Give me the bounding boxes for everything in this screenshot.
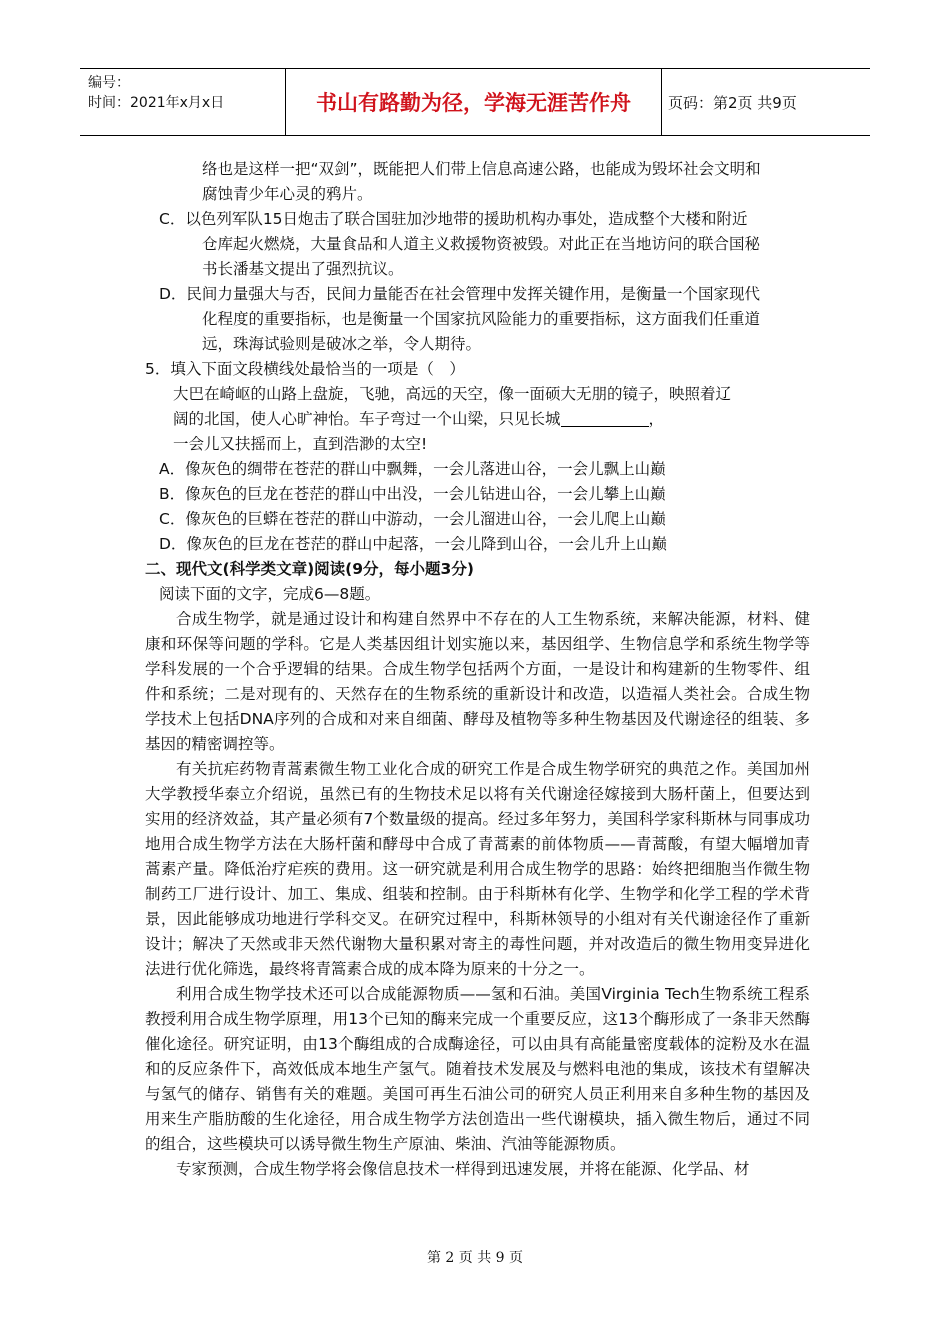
q4-option-d: D．民间力量强大与否，民间力量能否在社会管理中发挥关键作用，是衡量一个国家现代 [159, 285, 760, 303]
q4-option-c-line: 仓库起火燃烧，大量食品和人道主义救援物资被毁。对此正在当地访问的联合国秘 [202, 235, 761, 253]
q5-option-d: D．像灰色的巨龙在苍茫的群山中起落，一会儿降到山谷，一会儿升上山巅 [159, 535, 667, 553]
q5-passage-text: 阔的北国，使人心旷神怡。车子弯过一个山梁，只见长城 [173, 410, 561, 428]
doc-time-label: 时间：2021年x月x日 [88, 95, 225, 111]
passage-paragraph: 合成生物学，就是通过设计和构建自然界中不存在的人工生物系统，来解决能源，材料、健康和环保等问题的学科。它是人类基因组计划实施以来，基因组学、生物信息学和系统生物学等学科发展的一个合乎逻辑的结果。合成生物学包括两个方面，一是设计和构建新的生物零件、组件和系统；二是对现有的、天然存在的生物系统的重新设计和改造，以造福人类社会。合成生物学技术上包括DNA序列的合成和对来自细菌、酵母及植物等多种生物基因及代谢途径的组装、多基因的精密调控等。 [145, 610, 810, 753]
q5-passage-line [145, 407, 810, 432]
q5-passage-line: 大巴在崎岖的山路上盘旋，飞驰，高远的天空，像一面硕大无朋的镜子，映照着辽 [173, 385, 732, 403]
header-motto: 书山有路勤为径，学海无涯苦作舟 [285, 69, 662, 135]
q5-passage-line: 一会儿又扶摇而上，直到浩渺的太空! [173, 435, 428, 453]
q5-option-b: B．像灰色的巨龙在苍茫的群山中出没，一会儿钻进山谷，一会儿攀上山巅 [159, 485, 666, 503]
q5-passage-text: ， [648, 410, 665, 428]
reading-instruction: 阅读下面的文字，完成6—8题。 [159, 585, 381, 603]
answer-blank [561, 410, 649, 427]
q5-stem: 5．填入下面文段横线处最恰当的一项是（ ） [145, 360, 465, 378]
q4-b-line: 络也是这样一把“双剑”，既能把人们带上信息高速公路，也能成为毁坏社会文明和 [202, 160, 761, 178]
document-body [145, 157, 810, 1182]
passage-paragraph: 专家预测，合成生物学将会像信息技术一样得到迅速发展，并将在能源、化学品、材 [176, 1160, 750, 1178]
doc-number-label: 编号： [88, 75, 130, 91]
q4-option-c: C．以色列军队15日炮击了联合国驻加沙地带的援助机构办事处，造成整个大楼和附近 [159, 210, 748, 228]
passage-paragraph: 利用合成生物学技术还可以合成能源物质——氢和石油。美国Virginia Tech生物系统工程系教授利用合成生物学原理，用13个已知的酶来完成一个重要反应，这13个酶形成了一条非天然酶催化途径。研究证明，由13个酶组成的合成酶途径，可以由具有高能量密度载体的淀粉及水在温和的反应条件下，高效低成本地生产氢气。随着技术发展及与燃料电池的集成，该技术有望解决与氢气的储存、销售有关的难题。美国可再生石油公司的研究人员正利用来自多种生物的基因及用来生产脂肪酸的生化途径，用合成生物学方法创造出一些代谢模块，插入微生物后，通过不同的组合，这些模块可以诱导微生物生产原油、柴油、汽油等能源物质。 [145, 985, 810, 1153]
section-heading: 二、现代文(科学类文章)阅读(9分，每小题3分) [145, 560, 474, 578]
passage-paragraph: 有关抗疟药物青蒿素微生物工业化合成的研究工作是合成生物学研究的典范之作。美国加州大学教授华泰立介绍说，虽然已有的生物技术足以将有关代谢途径嫁接到大肠杆菌上，但要达到实用的经济效益，其产量必须有7个数量级的提高。经过多年努力，美国科学家科斯林与同事成功地用合成生物学方法在大肠杆菌和酵母中合成了青蒿素的前体物质——青蒿酸，有望大幅增加青蒿素产量。降低治疗疟疾的费用。这一研究就是利用合成生物学的思路：始终把细胞当作微生物制药工厂进行设计、加工、集成、组装和控制。由于科斯林有化学、生物学和化学工程的学术背景，因此能够成功地进行学科交叉。在研究过程中，科斯林领导的小组对有关代谢途径作了重新设计；解决了天然或非天然代谢物大量积累对寄主的毒性问题，并对改造后的微生物用变异进化法进行优化筛选，最终将青篙素合成的成本降为原来的十分之一。 [145, 760, 810, 978]
q4-option-d-line: 化程度的重要指标，也是衡量一个国家抗风险能力的重要指标，这方面我们任重道 [202, 310, 761, 328]
q4-option-d-line: 远，珠海试验则是破冰之举，令人期待。 [202, 335, 482, 353]
header-page-info: 页码：第2页 共9页 [668, 93, 797, 112]
q4-option-c-line: 书长潘基文提出了强烈抗议。 [202, 260, 404, 278]
q5-option-c: C．像灰色的巨蟒在苍茫的群山中游动，一会儿溜进山谷，一会儿爬上山巅 [159, 510, 666, 528]
page-footer: 第 2 页 共 9 页 [426, 1250, 524, 1266]
header-meta [88, 73, 224, 113]
q4-b-line: 腐蚀青少年心灵的鸦片。 [202, 185, 373, 203]
page-header [80, 68, 870, 136]
q5-option-a: A．像灰色的绸带在苍茫的群山中飘舞，一会儿落进山谷，一会儿飘上山巅 [159, 460, 666, 478]
